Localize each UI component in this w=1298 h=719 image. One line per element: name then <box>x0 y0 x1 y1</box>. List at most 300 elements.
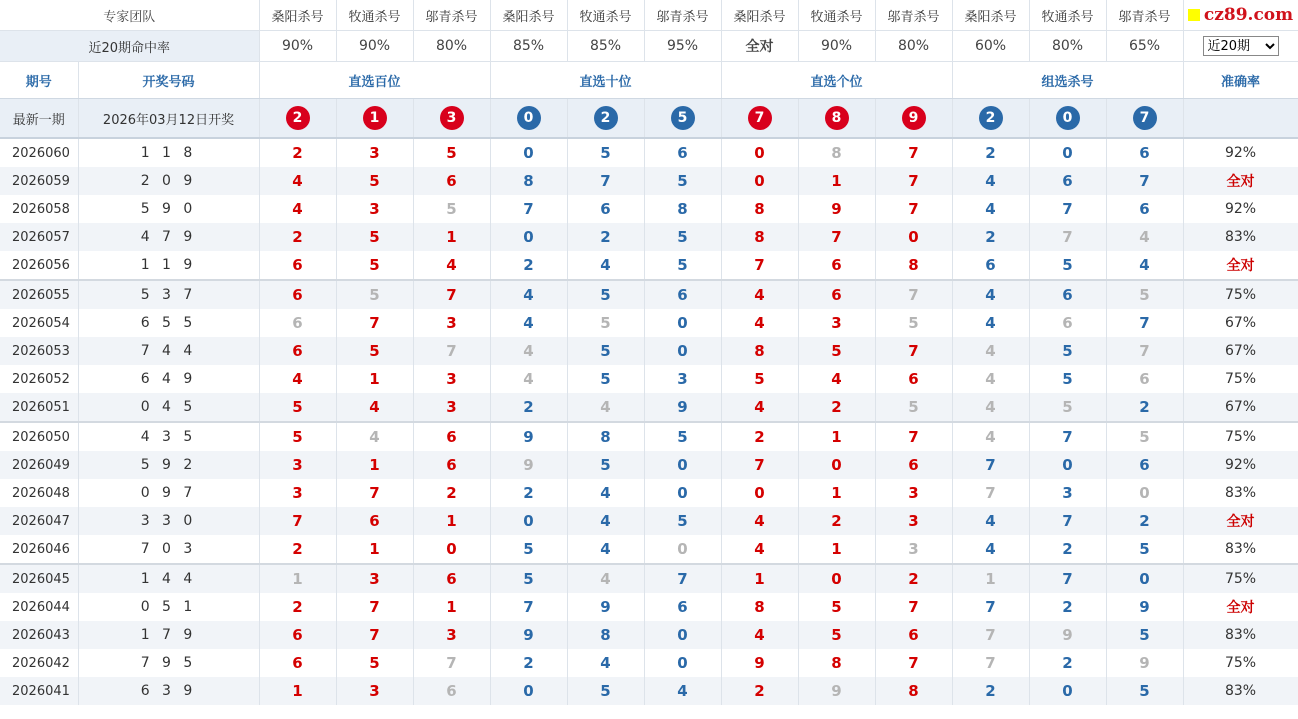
kill-number: 4 <box>721 621 798 649</box>
kill-number: 2 <box>952 138 1029 167</box>
kill-number: 5 <box>1106 621 1183 649</box>
accuracy-value: 83% <box>1183 677 1298 705</box>
kill-number: 2 <box>721 422 798 451</box>
kill-number: 7 <box>875 280 952 309</box>
kill-number: 4 <box>721 507 798 535</box>
draw-numbers: 2 0 9 <box>78 167 259 195</box>
kill-number: 4 <box>567 649 644 677</box>
accuracy-value: 83% <box>1183 535 1298 564</box>
expert-name: 邬青杀号 <box>1106 0 1183 31</box>
latest-ball: 3 <box>440 106 464 130</box>
experts-label: 专家团队 <box>0 0 259 31</box>
kill-number: 8 <box>644 195 721 223</box>
expert-name: 牧通杀号 <box>798 0 875 31</box>
draw-numbers: 6 4 9 <box>78 365 259 393</box>
kill-number: 4 <box>952 535 1029 564</box>
kill-number: 6 <box>336 507 413 535</box>
kill-number: 5 <box>567 451 644 479</box>
kill-number: 1 <box>798 422 875 451</box>
kill-number: 7 <box>952 649 1029 677</box>
kill-number: 2 <box>490 479 567 507</box>
logo-mark-icon <box>1188 9 1200 21</box>
table-row <box>0 422 1298 451</box>
kill-number: 4 <box>259 365 336 393</box>
latest-ball-cell <box>413 99 490 139</box>
kill-number: 5 <box>490 564 567 593</box>
kill-number: 5 <box>798 337 875 365</box>
kill-number: 6 <box>798 280 875 309</box>
kill-number: 0 <box>721 138 798 167</box>
kill-number: 5 <box>567 309 644 337</box>
kill-number: 0 <box>1029 677 1106 705</box>
kill-number: 7 <box>413 280 490 309</box>
kill-number: 0 <box>721 479 798 507</box>
kill-number: 2 <box>952 223 1029 251</box>
kill-number: 5 <box>644 507 721 535</box>
kill-number: 5 <box>413 195 490 223</box>
kill-number: 1 <box>413 223 490 251</box>
kill-number: 6 <box>259 280 336 309</box>
kill-number: 7 <box>875 422 952 451</box>
kill-number: 0 <box>721 167 798 195</box>
kill-number: 2 <box>567 223 644 251</box>
kill-number: 5 <box>336 223 413 251</box>
kill-number: 6 <box>798 251 875 280</box>
issue-number: 2026056 <box>0 251 78 280</box>
draw-numbers: 5 3 7 <box>78 280 259 309</box>
kill-number: 7 <box>1106 167 1183 195</box>
kill-number: 6 <box>413 451 490 479</box>
kill-number: 9 <box>1029 621 1106 649</box>
kill-number: 7 <box>952 451 1029 479</box>
expert-name: 牧通杀号 <box>1029 0 1106 31</box>
kill-number: 7 <box>413 649 490 677</box>
kill-number: 5 <box>798 621 875 649</box>
kill-number: 8 <box>721 593 798 621</box>
units-header: 直选个位 <box>721 62 952 99</box>
kill-number: 1 <box>336 365 413 393</box>
kill-number: 5 <box>336 251 413 280</box>
kill-number: 5 <box>1029 337 1106 365</box>
kill-number: 0 <box>1029 138 1106 167</box>
issue-number: 2026045 <box>0 564 78 593</box>
kill-number: 2 <box>490 251 567 280</box>
kill-number: 3 <box>413 365 490 393</box>
kill-number: 5 <box>1106 677 1183 705</box>
hit-rate: 80% <box>413 31 490 62</box>
period-select[interactable] <box>1203 36 1279 56</box>
kill-number: 9 <box>798 195 875 223</box>
accuracy-value: 75% <box>1183 365 1298 393</box>
kill-number: 5 <box>1106 422 1183 451</box>
draw-numbers: 4 3 5 <box>78 422 259 451</box>
latest-accuracy-cell <box>1183 99 1298 139</box>
table-row <box>0 593 1298 621</box>
kill-number: 5 <box>490 535 567 564</box>
expert-name: 牧通杀号 <box>567 0 644 31</box>
kill-number: 3 <box>798 309 875 337</box>
kill-number: 2 <box>798 393 875 422</box>
accuracy-value: 67% <box>1183 393 1298 422</box>
kill-number: 9 <box>644 393 721 422</box>
kill-number: 1 <box>259 564 336 593</box>
table-row <box>0 677 1298 705</box>
table-row <box>0 223 1298 251</box>
kill-number: 6 <box>875 451 952 479</box>
kill-number: 2 <box>1029 649 1106 677</box>
latest-ball-cell <box>259 99 336 139</box>
latest-ball: 7 <box>748 106 772 130</box>
accuracy-value: 全对 <box>1183 251 1298 280</box>
kill-number: 8 <box>721 337 798 365</box>
latest-ball-cell <box>721 99 798 139</box>
kill-number: 7 <box>1029 195 1106 223</box>
accuracy-value: 全对 <box>1183 507 1298 535</box>
latest-ball-cell <box>798 99 875 139</box>
kill-number: 9 <box>567 593 644 621</box>
issue-number: 2026058 <box>0 195 78 223</box>
kill-number: 9 <box>721 649 798 677</box>
kill-number: 7 <box>336 621 413 649</box>
kill-number: 4 <box>952 337 1029 365</box>
table-row <box>0 337 1298 365</box>
draw-numbers: 0 5 1 <box>78 593 259 621</box>
kill-number: 3 <box>259 479 336 507</box>
kill-number: 1 <box>798 167 875 195</box>
table-row <box>0 451 1298 479</box>
kill-number: 3 <box>336 138 413 167</box>
draw-numbers: 6 5 5 <box>78 309 259 337</box>
accuracy-value: 83% <box>1183 621 1298 649</box>
kill-number: 4 <box>798 365 875 393</box>
kill-number: 7 <box>336 593 413 621</box>
table-row <box>0 167 1298 195</box>
kill-number: 4 <box>567 535 644 564</box>
latest-ball: 0 <box>517 106 541 130</box>
kill-number: 2 <box>259 535 336 564</box>
kill-number: 4 <box>336 393 413 422</box>
kill-number: 3 <box>875 535 952 564</box>
accuracy-value: 92% <box>1183 195 1298 223</box>
site-logo[interactable] <box>1188 5 1293 25</box>
latest-ball: 0 <box>1056 106 1080 130</box>
kill-number: 7 <box>952 593 1029 621</box>
kill-number: 1 <box>336 451 413 479</box>
latest-ball: 7 <box>1133 106 1157 130</box>
accuracy-header: 准确率 <box>1183 62 1298 99</box>
kill-number: 2 <box>1029 535 1106 564</box>
kill-number: 4 <box>952 309 1029 337</box>
kill-number: 7 <box>721 451 798 479</box>
latest-ball-cell <box>567 99 644 139</box>
kill-number: 4 <box>490 309 567 337</box>
kill-number: 7 <box>1029 422 1106 451</box>
issue-number: 2026052 <box>0 365 78 393</box>
expert-name: 桑阳杀号 <box>952 0 1029 31</box>
kill-number: 9 <box>490 451 567 479</box>
kill-number: 5 <box>567 365 644 393</box>
kill-number: 0 <box>1106 479 1183 507</box>
table-row <box>0 138 1298 167</box>
kill-number: 1 <box>798 535 875 564</box>
hit-rate: 80% <box>875 31 952 62</box>
draw-numbers: 5 9 2 <box>78 451 259 479</box>
kill-number: 4 <box>259 195 336 223</box>
kill-number: 2 <box>490 393 567 422</box>
kill-number: 5 <box>1029 365 1106 393</box>
kill-number: 2 <box>490 649 567 677</box>
latest-ball-cell <box>1029 99 1106 139</box>
kill-number: 7 <box>1106 309 1183 337</box>
kill-number: 2 <box>721 677 798 705</box>
draw-numbers: 7 9 5 <box>78 649 259 677</box>
kill-number: 3 <box>1029 479 1106 507</box>
table-row <box>0 535 1298 564</box>
kill-number: 7 <box>952 621 1029 649</box>
issue-header: 期号 <box>0 62 78 99</box>
kill-number: 7 <box>875 195 952 223</box>
expert-name: 牧通杀号 <box>336 0 413 31</box>
latest-draw-row <box>0 99 1298 139</box>
kill-number: 1 <box>336 535 413 564</box>
kill-number: 3 <box>336 195 413 223</box>
kill-number: 7 <box>952 479 1029 507</box>
table-row <box>0 479 1298 507</box>
table-row <box>0 280 1298 309</box>
accuracy-value: 75% <box>1183 649 1298 677</box>
kill-number: 6 <box>1106 451 1183 479</box>
kill-number: 8 <box>567 422 644 451</box>
hit-rate: 90% <box>336 31 413 62</box>
kill-number: 4 <box>259 167 336 195</box>
kill-number: 3 <box>413 309 490 337</box>
kill-number: 6 <box>259 309 336 337</box>
accuracy-value: 75% <box>1183 564 1298 593</box>
kill-number: 9 <box>1106 593 1183 621</box>
issue-number: 2026050 <box>0 422 78 451</box>
accuracy-value: 92% <box>1183 138 1298 167</box>
kill-number: 0 <box>490 223 567 251</box>
kill-number: 0 <box>644 337 721 365</box>
kill-number: 4 <box>490 337 567 365</box>
hit-rate: 90% <box>259 31 336 62</box>
kill-number: 1 <box>952 564 1029 593</box>
kill-number: 5 <box>644 422 721 451</box>
kill-number: 4 <box>567 507 644 535</box>
kill-number: 5 <box>644 223 721 251</box>
expert-name: 桑阳杀号 <box>259 0 336 31</box>
kill-number: 7 <box>875 138 952 167</box>
kill-number: 7 <box>567 167 644 195</box>
hit-rate: 全对 <box>721 31 798 62</box>
kill-number: 4 <box>644 677 721 705</box>
kill-number: 0 <box>490 138 567 167</box>
kill-number: 5 <box>721 365 798 393</box>
accuracy-value: 83% <box>1183 479 1298 507</box>
kill-number: 5 <box>259 393 336 422</box>
kill-number: 3 <box>336 564 413 593</box>
kill-number: 6 <box>875 365 952 393</box>
kill-number: 4 <box>413 251 490 280</box>
draw-numbers: 4 7 9 <box>78 223 259 251</box>
issue-number: 2026051 <box>0 393 78 422</box>
kill-number: 7 <box>336 479 413 507</box>
kill-number: 0 <box>644 451 721 479</box>
hit-rate-row <box>0 31 1298 62</box>
period-select-cell <box>1183 31 1298 62</box>
hit-rate: 95% <box>644 31 721 62</box>
kill-number: 3 <box>875 507 952 535</box>
issue-number: 2026046 <box>0 535 78 564</box>
kill-number: 4 <box>567 251 644 280</box>
kill-number: 4 <box>567 393 644 422</box>
kill-number: 4 <box>490 280 567 309</box>
kill-number: 1 <box>259 677 336 705</box>
kill-number: 6 <box>1106 138 1183 167</box>
kill-number: 6 <box>875 621 952 649</box>
issue-number: 2026059 <box>0 167 78 195</box>
issue-number: 2026042 <box>0 649 78 677</box>
kill-number: 7 <box>798 223 875 251</box>
accuracy-value: 67% <box>1183 337 1298 365</box>
group-kill-header: 组选杀号 <box>952 62 1183 99</box>
kill-number: 8 <box>721 195 798 223</box>
table-row <box>0 507 1298 535</box>
issue-number: 2026044 <box>0 593 78 621</box>
latest-ball-cell <box>1106 99 1183 139</box>
kill-number: 5 <box>875 309 952 337</box>
table-row <box>0 564 1298 593</box>
kill-number: 1 <box>721 564 798 593</box>
draw-numbers: 6 3 9 <box>78 677 259 705</box>
kill-number: 5 <box>1029 393 1106 422</box>
kill-number: 9 <box>798 677 875 705</box>
kill-number: 5 <box>644 167 721 195</box>
accuracy-value: 全对 <box>1183 593 1298 621</box>
kill-number: 0 <box>413 535 490 564</box>
kill-number: 2 <box>1029 593 1106 621</box>
expert-name: 桑阳杀号 <box>721 0 798 31</box>
kill-number: 7 <box>490 195 567 223</box>
kill-number: 0 <box>490 507 567 535</box>
accuracy-value: 92% <box>1183 451 1298 479</box>
kill-number: 7 <box>1029 564 1106 593</box>
kill-number: 7 <box>721 251 798 280</box>
kill-number: 2 <box>875 564 952 593</box>
latest-ball: 2 <box>286 106 310 130</box>
kill-number: 0 <box>798 451 875 479</box>
issue-number: 2026043 <box>0 621 78 649</box>
kill-number: 6 <box>413 167 490 195</box>
kill-number: 4 <box>952 195 1029 223</box>
kill-number: 5 <box>567 337 644 365</box>
expert-name: 邬青杀号 <box>413 0 490 31</box>
hundreds-header: 直选百位 <box>259 62 490 99</box>
draw-numbers: 1 4 4 <box>78 564 259 593</box>
expert-name: 邬青杀号 <box>875 0 952 31</box>
kill-number: 5 <box>567 677 644 705</box>
accuracy-value: 全对 <box>1183 167 1298 195</box>
hit-rate: 85% <box>567 31 644 62</box>
kill-number: 4 <box>567 564 644 593</box>
kill-number: 7 <box>336 309 413 337</box>
kill-number: 6 <box>644 138 721 167</box>
kill-number: 1 <box>413 507 490 535</box>
latest-ball-cell <box>875 99 952 139</box>
kill-number: 9 <box>490 621 567 649</box>
latest-ball: 2 <box>594 106 618 130</box>
draw-numbers: 1 1 9 <box>78 251 259 280</box>
draw-numbers: 3 3 0 <box>78 507 259 535</box>
latest-ball-cell <box>490 99 567 139</box>
draw-header: 开奖号码 <box>78 62 259 99</box>
kill-number: 4 <box>721 280 798 309</box>
kill-number: 9 <box>490 422 567 451</box>
kill-number: 2 <box>413 479 490 507</box>
kill-number: 2 <box>259 138 336 167</box>
kill-number: 0 <box>1029 451 1106 479</box>
draw-numbers: 7 4 4 <box>78 337 259 365</box>
kill-number: 8 <box>490 167 567 195</box>
accuracy-value: 75% <box>1183 422 1298 451</box>
kill-number: 0 <box>875 223 952 251</box>
kill-number: 1 <box>798 479 875 507</box>
kill-number: 5 <box>1106 280 1183 309</box>
kill-number: 5 <box>336 337 413 365</box>
kill-number: 7 <box>1106 337 1183 365</box>
kill-number: 2 <box>798 507 875 535</box>
draw-numbers: 0 9 7 <box>78 479 259 507</box>
kill-number: 5 <box>1106 535 1183 564</box>
site-logo-cell[interactable] <box>1183 0 1298 31</box>
table-row <box>0 649 1298 677</box>
latest-ball: 5 <box>671 106 695 130</box>
kill-number: 4 <box>952 167 1029 195</box>
draw-numbers: 1 1 8 <box>78 138 259 167</box>
kill-number: 7 <box>875 167 952 195</box>
kill-number: 6 <box>567 195 644 223</box>
kill-number: 5 <box>336 280 413 309</box>
accuracy-value: 67% <box>1183 309 1298 337</box>
kill-number: 6 <box>259 337 336 365</box>
kill-number: 6 <box>1029 167 1106 195</box>
draw-numbers: 1 7 9 <box>78 621 259 649</box>
issue-number: 2026053 <box>0 337 78 365</box>
accuracy-value: 75% <box>1183 280 1298 309</box>
kill-number: 4 <box>567 479 644 507</box>
kill-number: 6 <box>1029 280 1106 309</box>
kill-number: 2 <box>259 593 336 621</box>
kill-number: 7 <box>413 337 490 365</box>
hit-rate: 60% <box>952 31 1029 62</box>
kill-number: 5 <box>336 649 413 677</box>
expert-name: 邬青杀号 <box>644 0 721 31</box>
hit-rate-label: 近20期命中率 <box>0 31 259 62</box>
latest-ball: 8 <box>825 106 849 130</box>
hit-rate: 80% <box>1029 31 1106 62</box>
hit-rate: 85% <box>490 31 567 62</box>
kill-number: 4 <box>952 365 1029 393</box>
table-row <box>0 621 1298 649</box>
issue-number: 2026047 <box>0 507 78 535</box>
hit-rate: 90% <box>798 31 875 62</box>
issue-number: 2026054 <box>0 309 78 337</box>
kill-number: 5 <box>259 422 336 451</box>
latest-ball: 2 <box>979 106 1003 130</box>
draw-numbers: 7 0 3 <box>78 535 259 564</box>
kill-number: 4 <box>952 507 1029 535</box>
kill-number: 3 <box>259 451 336 479</box>
